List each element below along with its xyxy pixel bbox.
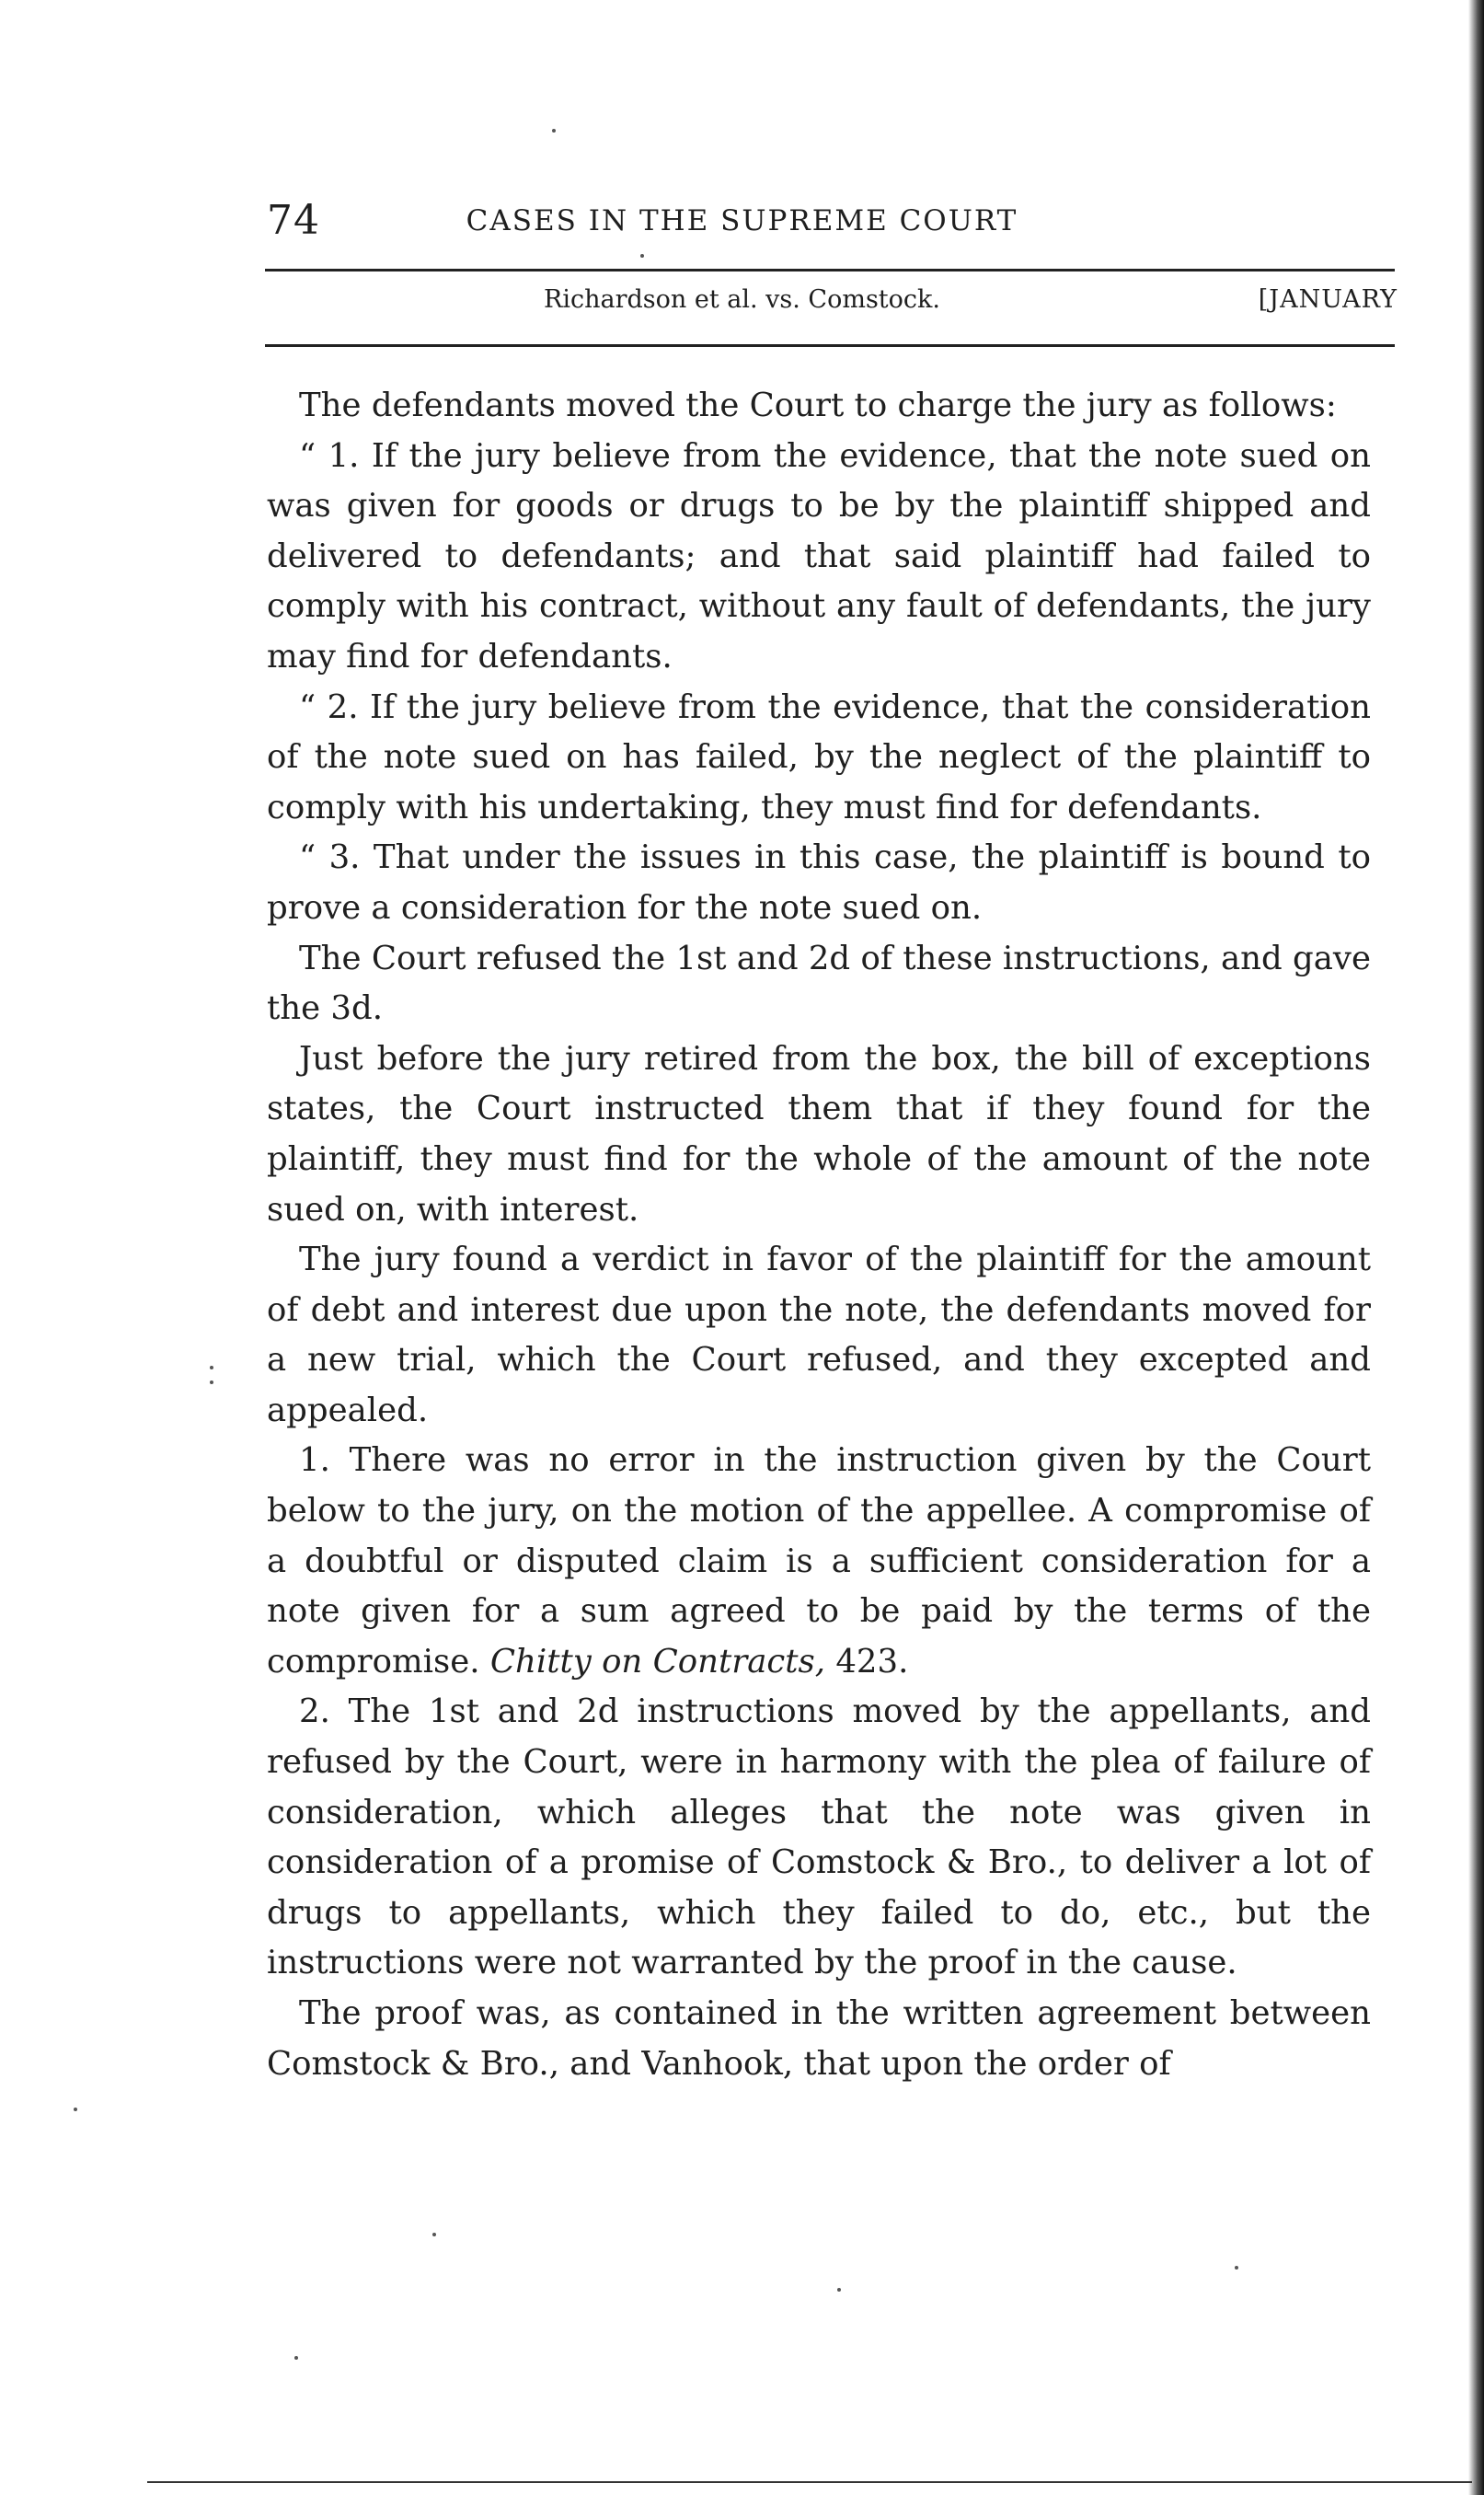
scan-speck [432,2233,436,2236]
paragraph-proof: The proof was, as contained in the written agreement between Comstock & Bro., and Vanhook, that upon the order of [267,1994,1371,2083]
scan-speck [1235,2266,1238,2270]
case-caption: Richardson et al. vs. Comstock. [544,285,940,314]
scan-speck [552,129,556,133]
scan-speck [837,2288,841,2292]
body-text [267,381,1371,2089]
citation-page: 423. [835,1642,909,1681]
scan-speck [210,1366,213,1369]
paragraph-point-2: 2. The 1st and 2d instructions moved by the appellants, and refused by the Court, were in harmony with the plea of failure of consideration, which alleges that the note was given in consideration of a promise of Comstock & Bro., to deliver a lot of drugs to appellants, which they failed to do, etc., but the instructions were not warranted by the proof in the cause. [267,1692,1371,1982]
paragraph-instruction-1: “ 1. If the jury believe from the evidence, that the note sued on was given for goods or drugs to be by the plaintiff shipped and delivered to defendants; and that said plaintiff had failed to comply with his contract, without any fault of defendants, the jury may find for defendants. [267,436,1371,676]
term-label: [JANUARY [1258,285,1398,314]
page-edge-shadow [1468,0,1484,2495]
page-bottom-edge [147,2481,1472,2483]
header-rule-bottom [265,344,1395,347]
paragraph-verdict: The jury found a verdict in favor of the plaintiff for the amount of debt and interest due upon the note, the defendants moved for a new trial, which the Court refused, and they excepted and appealed. [267,1241,1371,1429]
citation: Chitty on Contracts, [489,1642,826,1681]
running-title: CASES IN THE SUPREME COURT [466,204,1018,237]
header-rule-top [265,269,1395,271]
paragraph-instruction-2: “ 2. If the jury believe from the evidence, that the consideration of the note sued on has failed, by the neglect of the plaintiff to comply with his undertaking, they must find for defendants. [267,687,1371,826]
point-1-text: 1. There was no error in the instruction given by the Court below to the jury, on the motion of the appellee. A compromise of a doubtful or disputed claim is a sufficient consideration for a note given for a sum agreed to be paid by the terms of the compromise. [267,1441,1371,1681]
paragraph-jury-retired: Just before the jury retired from the box, the bill of exceptions states, the Court instructed them that if they found for the plaintiff, they must find for the whole of the amount of the note sued on, with interest. [267,1039,1371,1229]
scan-speck [210,1380,213,1384]
scan-speck [74,2108,77,2111]
paragraph-instruction-3: “ 3. That under the issues in this case, the plaintiff is bound to prove a consideration for the note sued on. [267,838,1371,927]
paragraph-motion: The defendants moved the Court to charge the jury as follows: [299,387,1337,424]
paragraph-point-1 [267,1436,1371,1687]
page-number: 74 [267,197,320,244]
scan-speck [294,2356,298,2360]
scan-speck [640,254,644,258]
paragraph-court-refused: The Court refused the 1st and 2d of these instructions, and gave the 3d. [267,939,1371,1028]
